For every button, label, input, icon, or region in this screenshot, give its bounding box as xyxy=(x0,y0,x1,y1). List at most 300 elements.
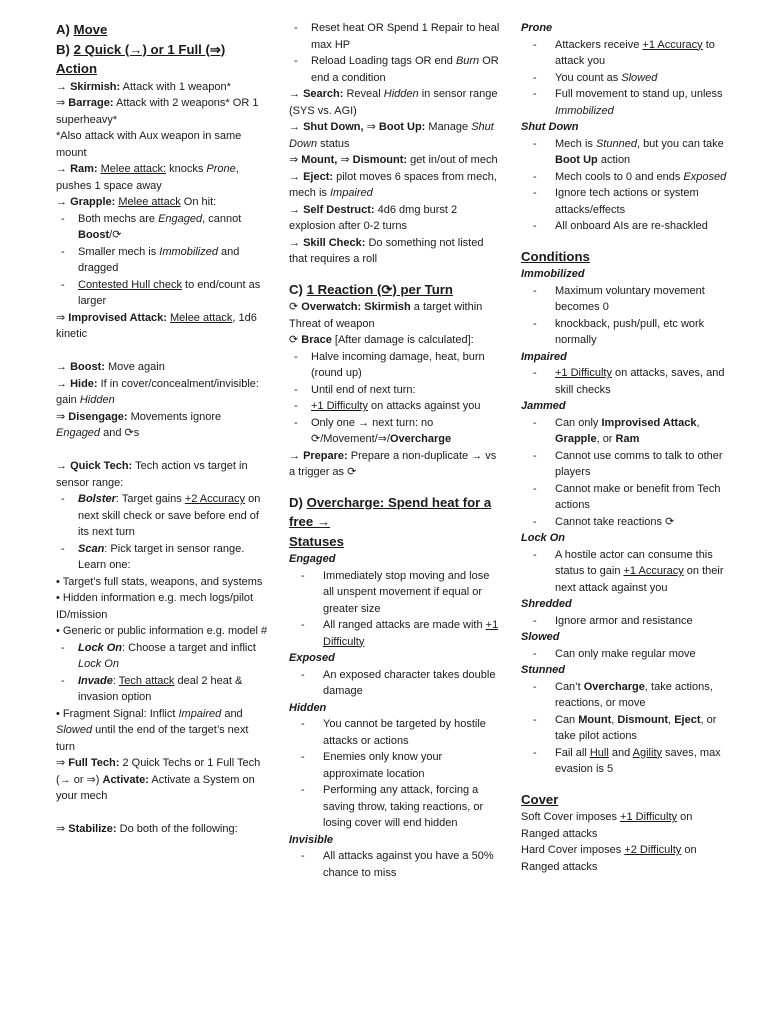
text-run: Reload Loading tags OR end xyxy=(311,55,456,67)
text-run: +1 Difficulty xyxy=(311,400,368,412)
text-run: : Choose a target and inflict xyxy=(122,641,256,654)
text-run: Exposed xyxy=(683,170,727,183)
text-run: → xyxy=(289,203,304,216)
list-item xyxy=(521,547,729,597)
list-item xyxy=(521,86,729,119)
text-run: Quick Tech: xyxy=(70,460,133,472)
heading-overcharge xyxy=(289,493,501,532)
text-run: Brace xyxy=(301,334,332,346)
list-item xyxy=(521,679,729,712)
text-run: ⇒ xyxy=(56,311,69,324)
text-run: A) xyxy=(56,22,74,37)
text-run: → xyxy=(56,377,71,390)
column-middle xyxy=(289,20,501,881)
text-run: status xyxy=(317,137,350,150)
list-item xyxy=(56,244,268,277)
list-item xyxy=(521,37,729,70)
text-run: Immobilized xyxy=(521,268,585,280)
text-run: Slowed xyxy=(521,631,560,643)
text-run: Ram: xyxy=(70,163,98,175)
heading-quick-full-action xyxy=(56,40,268,79)
dash-bullet-icon: - xyxy=(533,284,537,297)
list-item xyxy=(521,218,729,235)
text-run: Shut Down xyxy=(289,121,494,150)
text-run: Only one → next turn: no ⟳/Movement/⇒/ xyxy=(311,416,434,445)
text-run: Bolster xyxy=(78,493,116,505)
text-run: Slowed xyxy=(621,71,658,84)
text-run: Melee attack: xyxy=(100,163,167,175)
list-item xyxy=(289,782,501,832)
spacer xyxy=(521,778,729,790)
text-run: Prepare a non-duplicate → vs a trigger as ⟳ xyxy=(289,449,497,478)
list-item xyxy=(521,481,729,514)
rule-line xyxy=(56,128,268,161)
list-item xyxy=(521,448,729,481)
rule-line xyxy=(289,448,501,481)
text-run: Cannot make or benefit from Tech actions xyxy=(555,482,721,511)
text-run: Lock On xyxy=(521,532,566,544)
text-run: : Pick target in sensor range. Learn one: xyxy=(78,542,245,571)
list-item xyxy=(521,613,729,630)
text-run: Cannot take reactions ⟳ xyxy=(555,515,675,528)
list-item xyxy=(521,415,729,448)
text-run: Can only xyxy=(555,416,602,429)
list-item xyxy=(289,749,501,782)
text-run: 2 Quick (→) or 1 Full (⇒) Action xyxy=(56,41,226,76)
text-run: , or xyxy=(596,433,616,445)
list-item xyxy=(289,848,501,881)
dash-bullet-icon: - xyxy=(294,22,298,34)
dash-bullet-icon: - xyxy=(533,88,537,100)
dash-bullet-icon: - xyxy=(533,71,537,84)
text-run: and xyxy=(608,746,633,759)
rule-line xyxy=(521,119,729,136)
rule-line xyxy=(521,809,729,842)
text-run: Self Destruct: xyxy=(303,203,375,216)
heading-conditions xyxy=(521,247,729,267)
text-run: /⟳ xyxy=(109,229,122,241)
text-run: Melee attack xyxy=(118,196,181,208)
text-run: Improvised Attack xyxy=(601,416,697,429)
text-run: Invisible xyxy=(289,833,334,846)
dash-bullet-icon: - xyxy=(294,350,298,363)
dash-bullet-icon: - xyxy=(301,668,305,681)
column-left xyxy=(56,20,268,838)
rule-line xyxy=(56,310,268,343)
text-run: Slowed xyxy=(56,724,93,736)
text-run: Overcharge xyxy=(583,680,645,693)
text-run: Activate: xyxy=(102,773,149,786)
dash-bullet-icon: - xyxy=(533,449,537,462)
text-run: Invade xyxy=(78,674,113,687)
list-item xyxy=(289,667,501,700)
text-run: → xyxy=(289,88,304,100)
text-run: Soft Cover imposes xyxy=(521,811,621,823)
text-run: → xyxy=(56,80,71,93)
text-run: • Hidden information e.g. mech logs/pilot ID/mission xyxy=(56,592,254,621)
dash-bullet-icon: - xyxy=(61,674,65,687)
text-run: Prepare: xyxy=(303,449,348,462)
rule-line xyxy=(56,590,268,623)
rule-line xyxy=(289,86,501,119)
text-run: Tech attack xyxy=(118,674,175,687)
rule-line xyxy=(521,349,729,366)
text-run: Grapple: xyxy=(70,196,116,208)
text-run: Ignore armor and resistance xyxy=(555,614,693,627)
text-run: ⇒ xyxy=(56,97,69,109)
text-run: , xyxy=(611,713,618,726)
text-run: Manage xyxy=(425,121,472,133)
dash-bullet-icon: - xyxy=(533,416,537,429)
list-item xyxy=(521,712,729,745)
text-run: Eject xyxy=(674,713,701,726)
dash-bullet-icon: - xyxy=(301,619,305,631)
rule-line xyxy=(521,398,729,415)
dash-bullet-icon: - xyxy=(61,493,65,505)
list-item xyxy=(289,349,501,382)
dash-bullet-icon: - xyxy=(533,482,537,495)
text-run: A hostile actor can consume this status to gain xyxy=(555,548,713,577)
text-run: Stunned xyxy=(595,137,637,150)
text-run: Lock On xyxy=(78,658,119,670)
text-run: Ram xyxy=(615,433,640,445)
text-run: +2 Difficulty xyxy=(624,844,682,856)
text-run: Move again xyxy=(104,361,165,373)
text-run: Hard Cover imposes xyxy=(521,844,625,856)
list-item xyxy=(521,745,729,778)
dash-bullet-icon: - xyxy=(294,416,298,429)
text-run: , xyxy=(696,416,700,429)
rule-line xyxy=(289,551,501,568)
dash-bullet-icon: - xyxy=(294,383,298,396)
list-item xyxy=(521,169,729,186)
text-run: Hidden xyxy=(289,701,327,714)
text-run: Shut Down xyxy=(521,121,579,133)
text-run: +1 Accuracy xyxy=(642,38,703,51)
text-run: Stunned xyxy=(521,664,565,676)
rule-line xyxy=(56,821,268,838)
rule-line xyxy=(521,596,729,613)
dash-bullet-icon: - xyxy=(533,515,537,528)
list-item xyxy=(521,316,729,349)
dash-bullet-icon: - xyxy=(533,746,537,759)
list-item xyxy=(56,541,268,574)
dash-bullet-icon: - xyxy=(533,680,537,693)
text-run: Overwatch: Skirmish xyxy=(301,301,411,313)
rule-line xyxy=(289,119,501,152)
rule-line xyxy=(56,95,268,128)
list-item xyxy=(289,568,501,618)
heading-cover xyxy=(521,790,729,810)
dash-bullet-icon: - xyxy=(533,647,537,660)
text-run: on their next attack against you xyxy=(555,565,724,594)
list-item xyxy=(521,365,729,398)
text-run: Activate a System on your mech xyxy=(56,773,255,802)
text-run: Stabilize: xyxy=(68,823,117,835)
text-run: Search: xyxy=(303,88,344,100)
text-run: Performing any attack, forcing a saving throw, taking reactions, or losing cover will end hidden xyxy=(323,784,484,829)
text-run: on attacks, saves, and skill checks xyxy=(555,367,725,396)
list-item xyxy=(521,283,729,316)
text-run: action xyxy=(597,154,631,166)
text-run: Impaired xyxy=(521,350,567,363)
text-run: You count as xyxy=(555,71,622,84)
text-run: get in/out of mech xyxy=(407,154,498,166)
text-run: Boot Up xyxy=(555,154,598,166)
text-run: Hidden xyxy=(383,88,419,100)
dash-bullet-icon: - xyxy=(533,317,537,330)
text-run: → xyxy=(289,449,304,462)
text-run: [After damage is calculated]: xyxy=(331,334,474,346)
text-run: Both mechs are xyxy=(78,212,159,225)
text-run: Until end of next turn: xyxy=(311,383,416,396)
text-run: ⇒ xyxy=(56,757,69,769)
text-run: and ⟳s xyxy=(100,427,140,439)
dash-bullet-icon: - xyxy=(533,548,537,561)
text-run: ⟳ xyxy=(289,334,302,346)
text-run: pilot moves 6 spaces from mech, mech is xyxy=(289,170,497,199)
text-run: ⟳ xyxy=(289,301,302,313)
text-run: , xyxy=(668,713,675,726)
text-run: knockback, push/pull, etc work normally xyxy=(555,317,705,346)
text-run: • Target’s full stats, weapons, and systems xyxy=(56,575,263,588)
text-run: Prone xyxy=(206,163,236,175)
text-run: Disengage: xyxy=(68,410,128,423)
spacer xyxy=(56,442,268,459)
text-run: Boost xyxy=(78,229,110,241)
text-run: Boot Up: xyxy=(378,121,426,133)
list-item xyxy=(56,277,268,310)
text-run: Lock On xyxy=(78,641,123,654)
text-run: Skill Check: xyxy=(303,236,366,249)
text-run: ⇒ xyxy=(289,154,302,166)
rule-line xyxy=(289,169,501,202)
text-run: Impaired xyxy=(329,187,373,199)
spacer xyxy=(56,805,268,822)
dash-bullet-icon: - xyxy=(61,641,65,654)
text-run: Attack with 2 weapons* OR 1 superheavy* xyxy=(56,97,259,126)
rule-line xyxy=(289,202,501,235)
text-run: Shut Down, xyxy=(303,121,364,133)
text-run: Engaged xyxy=(56,427,101,439)
rule-line xyxy=(289,299,501,332)
text-run: Cannot use comms to talk to other players xyxy=(555,449,723,478)
text-run: Exposed xyxy=(289,652,335,664)
dash-bullet-icon: - xyxy=(533,220,537,232)
text-run: Contested Hull check xyxy=(78,278,182,291)
text-run: D) xyxy=(289,494,307,510)
text-run: 4d6 dmg burst 2 explosion after 0-2 turns xyxy=(289,203,458,232)
dash-bullet-icon: - xyxy=(301,718,305,730)
list-item xyxy=(289,53,501,86)
text-run: +1 Difficulty xyxy=(323,619,499,648)
rule-line xyxy=(289,332,501,349)
text-run: 1 Reaction (⟳) per Turn xyxy=(306,281,453,297)
text-run: • Fragment Signal: Inflict xyxy=(56,707,179,720)
text-run: to end/count as larger xyxy=(78,278,261,307)
text-run: , 1d6 kinetic xyxy=(56,311,257,340)
rule-line xyxy=(289,152,501,169)
text-run: +1 Difficulty xyxy=(620,811,678,823)
dash-bullet-icon: - xyxy=(61,212,65,225)
text-run: Ignore tech actions or system attacks/effects xyxy=(555,187,699,216)
text-run: → xyxy=(56,361,71,373)
list-item xyxy=(521,136,729,169)
dash-bullet-icon: - xyxy=(294,400,298,412)
list-item xyxy=(521,646,729,663)
text-run: Impaired xyxy=(178,707,222,720)
text-run: on next skill check or save before end of its next turn xyxy=(78,493,261,538)
text-run: Conditions xyxy=(521,248,590,264)
text-run: Skirmish: xyxy=(70,80,121,93)
text-run: Movements ignore xyxy=(127,410,222,423)
rule-line xyxy=(56,161,268,194)
text-run: ⇒ xyxy=(56,410,69,423)
text-run: Engaged xyxy=(158,212,203,225)
text-run: Burn xyxy=(455,55,480,67)
text-run: , pushes 1 space away xyxy=(56,163,239,192)
text-run: Immediately stop moving and lose all unspent movement if equal or greater size xyxy=(323,569,490,615)
spacer xyxy=(56,343,268,360)
text-run: ⇒ xyxy=(337,154,353,166)
text-run: Do both of the following: xyxy=(116,823,238,835)
list-item xyxy=(56,491,268,541)
text-run: Scan xyxy=(78,542,105,555)
text-run: All onboard AIs are re-shackled xyxy=(555,220,708,232)
text-run: Maximum voluntary movement becomes 0 xyxy=(555,284,705,313)
text-run: on attacks against you xyxy=(367,400,481,412)
list-item xyxy=(56,640,268,673)
heading-reaction xyxy=(289,280,501,300)
text-run: Enemies only know your approximate location xyxy=(323,751,443,780)
rule-line xyxy=(56,574,268,591)
text-run: : xyxy=(112,674,119,687)
dash-bullet-icon: - xyxy=(533,38,537,51)
text-run: to attack you xyxy=(555,38,715,67)
spacer xyxy=(289,268,501,280)
text-run: Tech action vs target in sensor range: xyxy=(56,460,248,489)
text-run: Boost: xyxy=(70,361,105,373)
text-run: Move xyxy=(73,22,108,37)
text-run: +1 Difficulty xyxy=(555,367,612,379)
text-run: +1 Accuracy xyxy=(623,565,684,577)
list-item xyxy=(289,398,501,415)
text-run: on Ranged attacks xyxy=(521,811,693,840)
rule-line xyxy=(56,706,268,756)
text-run: , but you can take xyxy=(636,137,724,150)
text-run: 2 Quick Techs or 1 Full Tech (→ or ⇒) xyxy=(56,757,261,786)
text-run: Shredded xyxy=(521,598,572,610)
rule-line xyxy=(56,79,268,96)
text-run: until the end of the target’s next turn xyxy=(56,724,249,753)
text-run: and xyxy=(221,707,243,720)
heading-move xyxy=(56,20,268,40)
text-run: on Ranged attacks xyxy=(521,844,697,873)
dash-bullet-icon: - xyxy=(294,55,298,67)
rule-line xyxy=(56,409,268,442)
rule-line xyxy=(521,662,729,679)
text-run: Barrage: xyxy=(68,97,114,109)
rule-line xyxy=(289,700,501,717)
text-run: Melee attack xyxy=(169,311,233,324)
text-run: deal 2 heat & invasion option xyxy=(78,674,243,703)
spacer xyxy=(521,235,729,247)
rule-line xyxy=(521,530,729,547)
dash-bullet-icon: - xyxy=(533,170,537,183)
dash-bullet-icon: - xyxy=(301,784,305,796)
text-run: → xyxy=(289,170,304,183)
list-item xyxy=(289,617,501,650)
dash-bullet-icon: - xyxy=(533,713,537,726)
text-run: Immobilized xyxy=(555,104,614,117)
text-run: Can only make regular move xyxy=(555,647,696,660)
text-run: +2 Accuracy xyxy=(184,493,246,505)
text-run: Can xyxy=(555,713,579,726)
text-run: B) xyxy=(56,41,74,57)
list-item xyxy=(521,185,729,218)
list-item xyxy=(289,382,501,399)
text-run: Improvised Attack: xyxy=(68,311,167,324)
rule-line xyxy=(56,458,268,491)
text-run: Mount xyxy=(578,713,612,726)
text-run: knocks xyxy=(166,163,207,175)
text-run: and dragged xyxy=(78,245,240,274)
text-run: C) xyxy=(289,281,307,297)
text-run: Mech is xyxy=(555,137,596,150)
text-run: Engaged xyxy=(289,553,336,565)
rule-line xyxy=(289,650,501,667)
text-run: → xyxy=(56,163,71,175)
text-run: Prone xyxy=(521,22,553,34)
rule-line xyxy=(521,20,729,37)
text-run: All attacks against you have a 50% chance to miss xyxy=(323,850,494,879)
dash-bullet-icon: - xyxy=(61,542,65,555)
rule-line xyxy=(521,629,729,646)
text-run: saves, max evasion is 5 xyxy=(555,746,721,775)
rule-line xyxy=(521,266,729,283)
list-item xyxy=(289,716,501,749)
text-run: , or take pilot actions xyxy=(555,713,717,742)
text-run: Halve incoming damage, heat, burn (round up) xyxy=(311,350,485,379)
text-run: ⇒ xyxy=(363,121,379,133)
text-run: Full Tech: xyxy=(68,757,120,769)
text-run: Do something not listed that requires a roll xyxy=(289,236,484,265)
text-run: Overcharge xyxy=(389,433,452,445)
text-run: in sensor range (SYS vs. AGI) xyxy=(289,88,498,117)
text-run: → xyxy=(56,460,71,472)
rule-line xyxy=(56,755,268,805)
text-run: Smaller mech is xyxy=(78,245,160,258)
spacer xyxy=(289,481,501,493)
text-run: : Target gains xyxy=(115,493,185,505)
text-run: Grapple xyxy=(555,433,597,445)
text-run: → xyxy=(56,196,71,208)
text-run: → xyxy=(289,121,304,133)
text-run: → xyxy=(289,236,304,249)
dash-bullet-icon: - xyxy=(301,850,305,862)
dash-bullet-icon: - xyxy=(533,137,537,150)
rule-line xyxy=(289,832,501,849)
text-run: Immobilized xyxy=(159,245,218,258)
text-run: On hit: xyxy=(180,196,217,208)
dash-bullet-icon: - xyxy=(61,245,65,258)
dash-bullet-icon: - xyxy=(301,569,305,582)
dash-bullet-icon: - xyxy=(533,367,537,379)
list-item xyxy=(56,673,268,706)
text-run: Jammed xyxy=(521,400,566,412)
text-run: Hide: xyxy=(70,377,98,390)
text-run: Attack with 1 weapon* xyxy=(120,80,231,93)
